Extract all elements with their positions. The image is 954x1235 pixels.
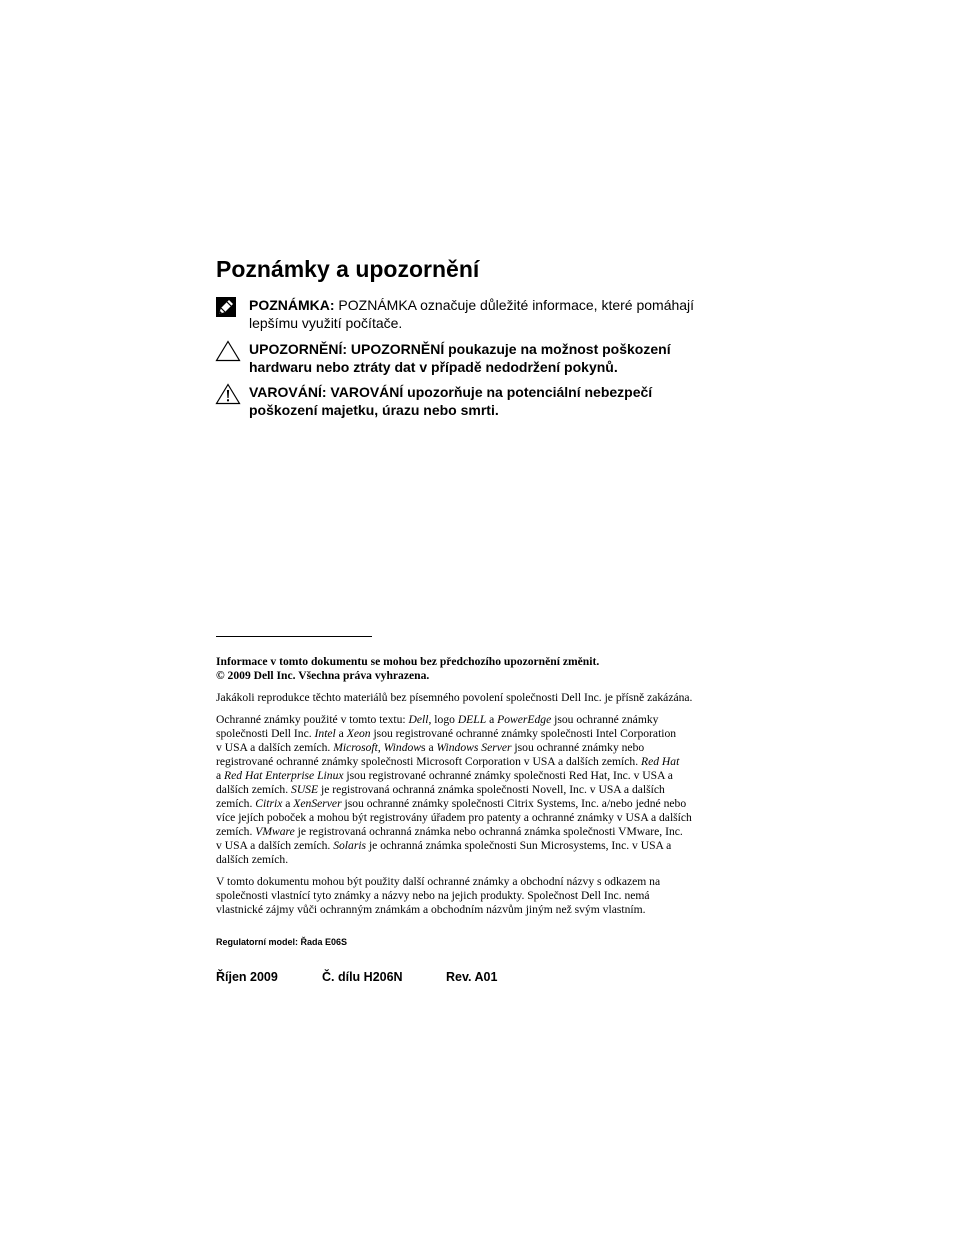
copyright-line: © 2009 Dell Inc. Všechna práva vyhrazena. [216, 669, 430, 682]
tm-text: jsou ochranné známky [551, 713, 659, 726]
note-label: POZNÁMKA: [249, 297, 335, 313]
footer-date: Říjen 2009 [216, 970, 278, 984]
tm-dell-logo: DELL [457, 713, 487, 726]
tm-text: a [335, 727, 347, 740]
other-tm-line: vlastnické zájmy vůči ochranným známkám a obchodním názvům jiným než svým vlastním. [216, 903, 646, 916]
caution-text-line1: UPOZORNĚNÍ poukazuje na možnost poškození [347, 341, 671, 357]
tm-text: zemích. [216, 825, 256, 838]
tm-text: , logo [428, 713, 458, 726]
tm-text: dalších zemích. [216, 783, 292, 796]
tm-text: jsou registrované ochranné známky společnosti Red Hat, Inc. v USA a [343, 769, 673, 782]
other-trademarks-paragraph [216, 875, 721, 917]
footer-part-number: Č. dílu H206N [322, 970, 403, 984]
tm-intel: Intel [314, 727, 336, 740]
separator-line [216, 636, 372, 637]
tm-text: registrované ochranné známky společnosti Microsoft Corporation v USA a dalších zemích. [216, 755, 641, 768]
reproduction-notice: Jakákoli reprodukce těchto materiálů bez písemného povolení společnosti Dell Inc. je přísně zakázána. [216, 691, 693, 704]
tm-text: je registrovaná ochranná známka společnosti Novell, Inc. v USA a dalších [318, 783, 665, 796]
tm-suse: SUSE [291, 783, 319, 796]
tm-text: jsou registrované ochranné známky společnosti Intel Corporation [370, 727, 677, 740]
tm-text: a [216, 769, 225, 782]
note-pencil-icon [215, 296, 237, 323]
page-title: Poznámky a upozornění [216, 256, 480, 282]
tm-text: jsou ochranné známky nebo [511, 741, 645, 754]
caution-notice [215, 340, 725, 376]
tm-text: více jejích poboček a mohou být registrovány úřadem pro patenty a ochranné známky v USA a dalších [216, 811, 692, 824]
warning-notice [215, 383, 725, 419]
note-notice [215, 296, 725, 332]
tm-text: , [377, 741, 384, 754]
other-tm-line: společnosti vlastnící tyto známky a názvy nebo na jejich produkty. Společnost Dell Inc. nemá [216, 889, 650, 902]
tm-rhel: Red Hat Enterprise Linux [224, 769, 344, 782]
tm-text: a [282, 797, 294, 810]
other-tm-line: V tomto dokumentu mohou být použity další ochranné známky a obchodní názvy s odkazem na [216, 875, 661, 888]
tm-text: zemích. [216, 797, 256, 810]
tm-windows: Window [383, 741, 422, 754]
tm-poweredge: PowerEdge [497, 713, 552, 726]
warning-text-line2: poškození majetku, úrazu nebo smrti. [249, 402, 499, 418]
tm-xeon: Xeon [346, 727, 371, 740]
caution-label: UPOZORNĚNÍ: [249, 341, 347, 357]
tm-text: Ochranné známky použité v tomto textu: [216, 713, 409, 726]
tm-microsoft: Microsoft [333, 741, 378, 754]
tm-text: v USA a dalších zemích. [216, 741, 334, 754]
regulatory-model: Regulatorní model: Řada E06S [216, 937, 348, 947]
tm-text: je registrovaná ochranná známka nebo ochranná známka společnosti VMware, Inc. [294, 825, 683, 838]
tm-dell: Dell [408, 713, 429, 726]
tm-xenserver: XenServer [293, 797, 342, 810]
tm-text: společnosti Dell Inc. [216, 727, 315, 740]
tm-text: dalších zemích. [216, 853, 289, 866]
caution-text-line2: hardwaru nebo ztráty dat v případě nedodržení pokynů. [249, 359, 618, 375]
footer-revision: Rev. A01 [446, 970, 498, 984]
tm-solaris: Solaris [333, 839, 367, 852]
tm-vmware: VMware [255, 825, 295, 838]
caution-triangle-icon [215, 340, 241, 367]
note-text-line2: lepšímu využití počítače. [249, 315, 403, 331]
tm-text: a [486, 713, 498, 726]
note-text-line1: POZNÁMKA označuje důležité informace, které pomáhají [334, 297, 695, 313]
legal-change-notice: Informace v tomto dokumentu se mohou bez předchozího upozornění změnit. [216, 655, 600, 668]
tm-text: je ochranná známka společnosti Sun Microsystems, Inc. v USA a [366, 839, 672, 852]
warning-text-line1: VAROVÁNÍ upozorňuje na potenciální nebezpečí [326, 384, 653, 400]
tm-redhat: Red Hat [641, 755, 680, 768]
warning-label: VAROVÁNÍ: [249, 384, 327, 400]
tm-text: v USA a dalších zemích. [216, 839, 334, 852]
legal-header [216, 655, 721, 683]
trademarks-paragraph [216, 713, 721, 867]
tm-text: s a [421, 741, 437, 754]
tm-windows-server: Windows Server [436, 741, 512, 754]
warning-exclamation-icon [215, 383, 241, 410]
tm-citrix: Citrix [255, 797, 283, 810]
tm-text: jsou ochranné známky společnosti Citrix Systems, Inc. a/nebo jedné nebo [341, 797, 687, 810]
